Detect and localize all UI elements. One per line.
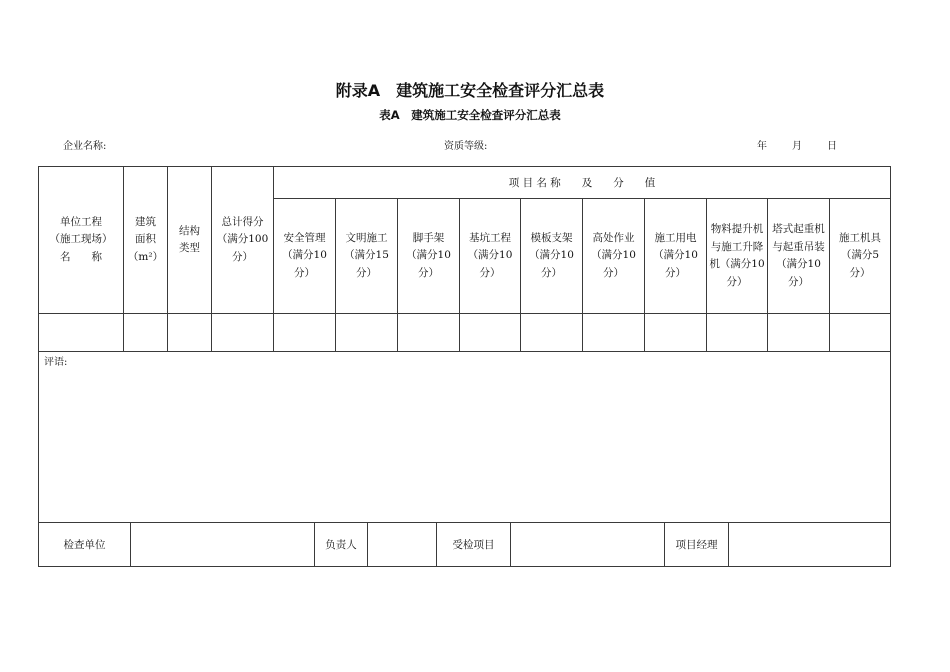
header-line: 安全管理	[283, 231, 326, 244]
qualification-level-label: 资质等级:	[444, 141, 488, 152]
header-lines	[591, 230, 636, 283]
header-line: 机（满分10	[709, 258, 765, 270]
header-item-civilized-construction	[335, 198, 398, 314]
header-line: 分）	[541, 266, 562, 279]
header-lines	[282, 230, 327, 283]
header-line: 分）	[356, 266, 377, 279]
header-line: 物料提升机	[710, 223, 764, 235]
date-day-label: 日	[827, 141, 837, 152]
header-line: 面积	[134, 233, 156, 246]
header-line: 模板支架	[530, 231, 573, 244]
header-items-and-scores	[273, 166, 891, 199]
inspected-project-value-cell	[510, 522, 665, 567]
header-total-score	[211, 166, 274, 314]
header-lines	[179, 223, 200, 258]
header-lines	[709, 221, 764, 291]
header-line: （满分5	[840, 249, 880, 262]
date-year-label: 年	[757, 141, 767, 152]
header-line: 建筑	[134, 215, 156, 228]
header-lines	[344, 230, 389, 283]
header-line: 基坑工程	[469, 231, 511, 244]
inspection-unit-label: 检查单位	[63, 538, 106, 551]
header-line: （满分10	[467, 249, 513, 262]
header-line: 分）	[665, 266, 686, 279]
responsible-person-value-cell	[367, 522, 437, 567]
date-month-label: 月	[792, 141, 802, 152]
header-item-tower-crane-and-lifting	[767, 198, 830, 314]
header-line: （满分10	[776, 258, 821, 270]
data-cell-tower-crane-and-lifting	[767, 313, 830, 352]
data-cell-construction-electricity	[644, 313, 707, 352]
data-cell-formwork-support	[520, 313, 583, 352]
header-line: 总计得分	[221, 215, 264, 228]
data-cell-total-score	[211, 313, 274, 352]
data-cell-unit-project	[38, 313, 124, 352]
header-line: 脚手架	[412, 231, 445, 244]
data-cell-safety-management	[273, 313, 336, 352]
header-line: 分）	[418, 266, 439, 279]
data-cell-civilized-construction	[335, 313, 398, 352]
header-line: 塔式起重机	[772, 223, 825, 235]
data-cell-work-at-height	[582, 313, 645, 352]
header-line: （满分10	[653, 249, 698, 262]
header-line: 高处作业	[592, 231, 635, 244]
data-cell-scaffolding	[397, 313, 460, 352]
header-lines	[217, 214, 269, 267]
data-cell-structure-type	[167, 313, 212, 352]
header-item-construction-machinery	[829, 198, 891, 314]
header-lines	[839, 230, 881, 283]
header-item-scaffolding	[397, 198, 460, 314]
header-line: 与施工升降	[710, 240, 764, 253]
header-item-foundation-pit	[459, 198, 521, 314]
header-line: 分）	[603, 266, 624, 279]
company-name-label: 企业名称:	[63, 141, 107, 152]
header-line: （满分10	[406, 249, 451, 262]
header-line: 结构	[179, 224, 200, 237]
data-cell-hoist-and-elevator	[706, 313, 768, 352]
inspected-project-label: 受检项目	[452, 538, 495, 551]
header-line: 施工机具	[839, 231, 881, 244]
header-line: 分）	[294, 266, 315, 279]
header-lines	[468, 230, 513, 283]
header-lines	[772, 221, 825, 291]
header-lines	[653, 230, 698, 283]
data-cell-foundation-pit	[459, 313, 521, 352]
inspection-unit-value-cell	[130, 522, 315, 567]
header-building-area	[123, 166, 168, 314]
header-line: 文明施工	[345, 231, 388, 244]
header-unit-project	[38, 166, 124, 314]
header-line: （m²）	[127, 250, 164, 263]
header-line: 与起重吊装	[772, 240, 825, 253]
comments-area	[38, 351, 891, 523]
header-line: 分）	[849, 266, 871, 279]
header-line: （满分100	[216, 233, 269, 246]
header-line: 分）	[788, 275, 809, 288]
comments-label: 评语:	[44, 357, 68, 368]
header-structure-type	[167, 166, 212, 314]
header-item-work-at-height	[582, 198, 645, 314]
data-cell-construction-machinery	[829, 313, 891, 352]
header-line: 施工用电	[654, 231, 697, 244]
header-lines	[406, 230, 451, 283]
inspection-unit-label-cell	[38, 522, 131, 567]
header-line: 分）	[479, 266, 501, 279]
header-line: （满分10	[282, 249, 327, 262]
header-lines	[128, 214, 163, 267]
responsible-person-label: 负责人	[325, 538, 357, 551]
responsible-person-label-cell	[314, 522, 368, 567]
project-manager-label-cell	[664, 522, 729, 567]
header-lines	[50, 214, 113, 267]
header-lines	[529, 230, 574, 283]
header-line: （满分15	[344, 249, 389, 262]
header-item-hoist-and-elevator	[706, 198, 768, 314]
project-manager-value-cell	[728, 522, 891, 567]
data-cell-building-area	[123, 313, 168, 352]
header-item-safety-management	[273, 198, 336, 314]
project-manager-label: 项目经理	[675, 538, 718, 551]
table-caption: 表A 建筑施工安全检查评分汇总表	[379, 108, 561, 122]
header-line: （满分10	[529, 249, 574, 262]
header-line: （施工现场）	[49, 233, 113, 246]
header-line: 分）	[231, 250, 253, 263]
document-title: 附录A 建筑施工安全检查评分汇总表	[335, 81, 605, 100]
header-line: 类型	[179, 242, 200, 254]
header-item-formwork-support	[520, 198, 583, 314]
inspected-project-label-cell	[436, 522, 511, 567]
items-header-label: 项 目 名 称 及 分 值	[508, 176, 656, 189]
header-line: （满分10	[591, 249, 636, 262]
header-line: 分）	[726, 275, 748, 288]
header-line: 单位工程	[60, 215, 102, 228]
header-item-construction-electricity	[644, 198, 707, 314]
header-line: 名 称	[60, 250, 102, 263]
